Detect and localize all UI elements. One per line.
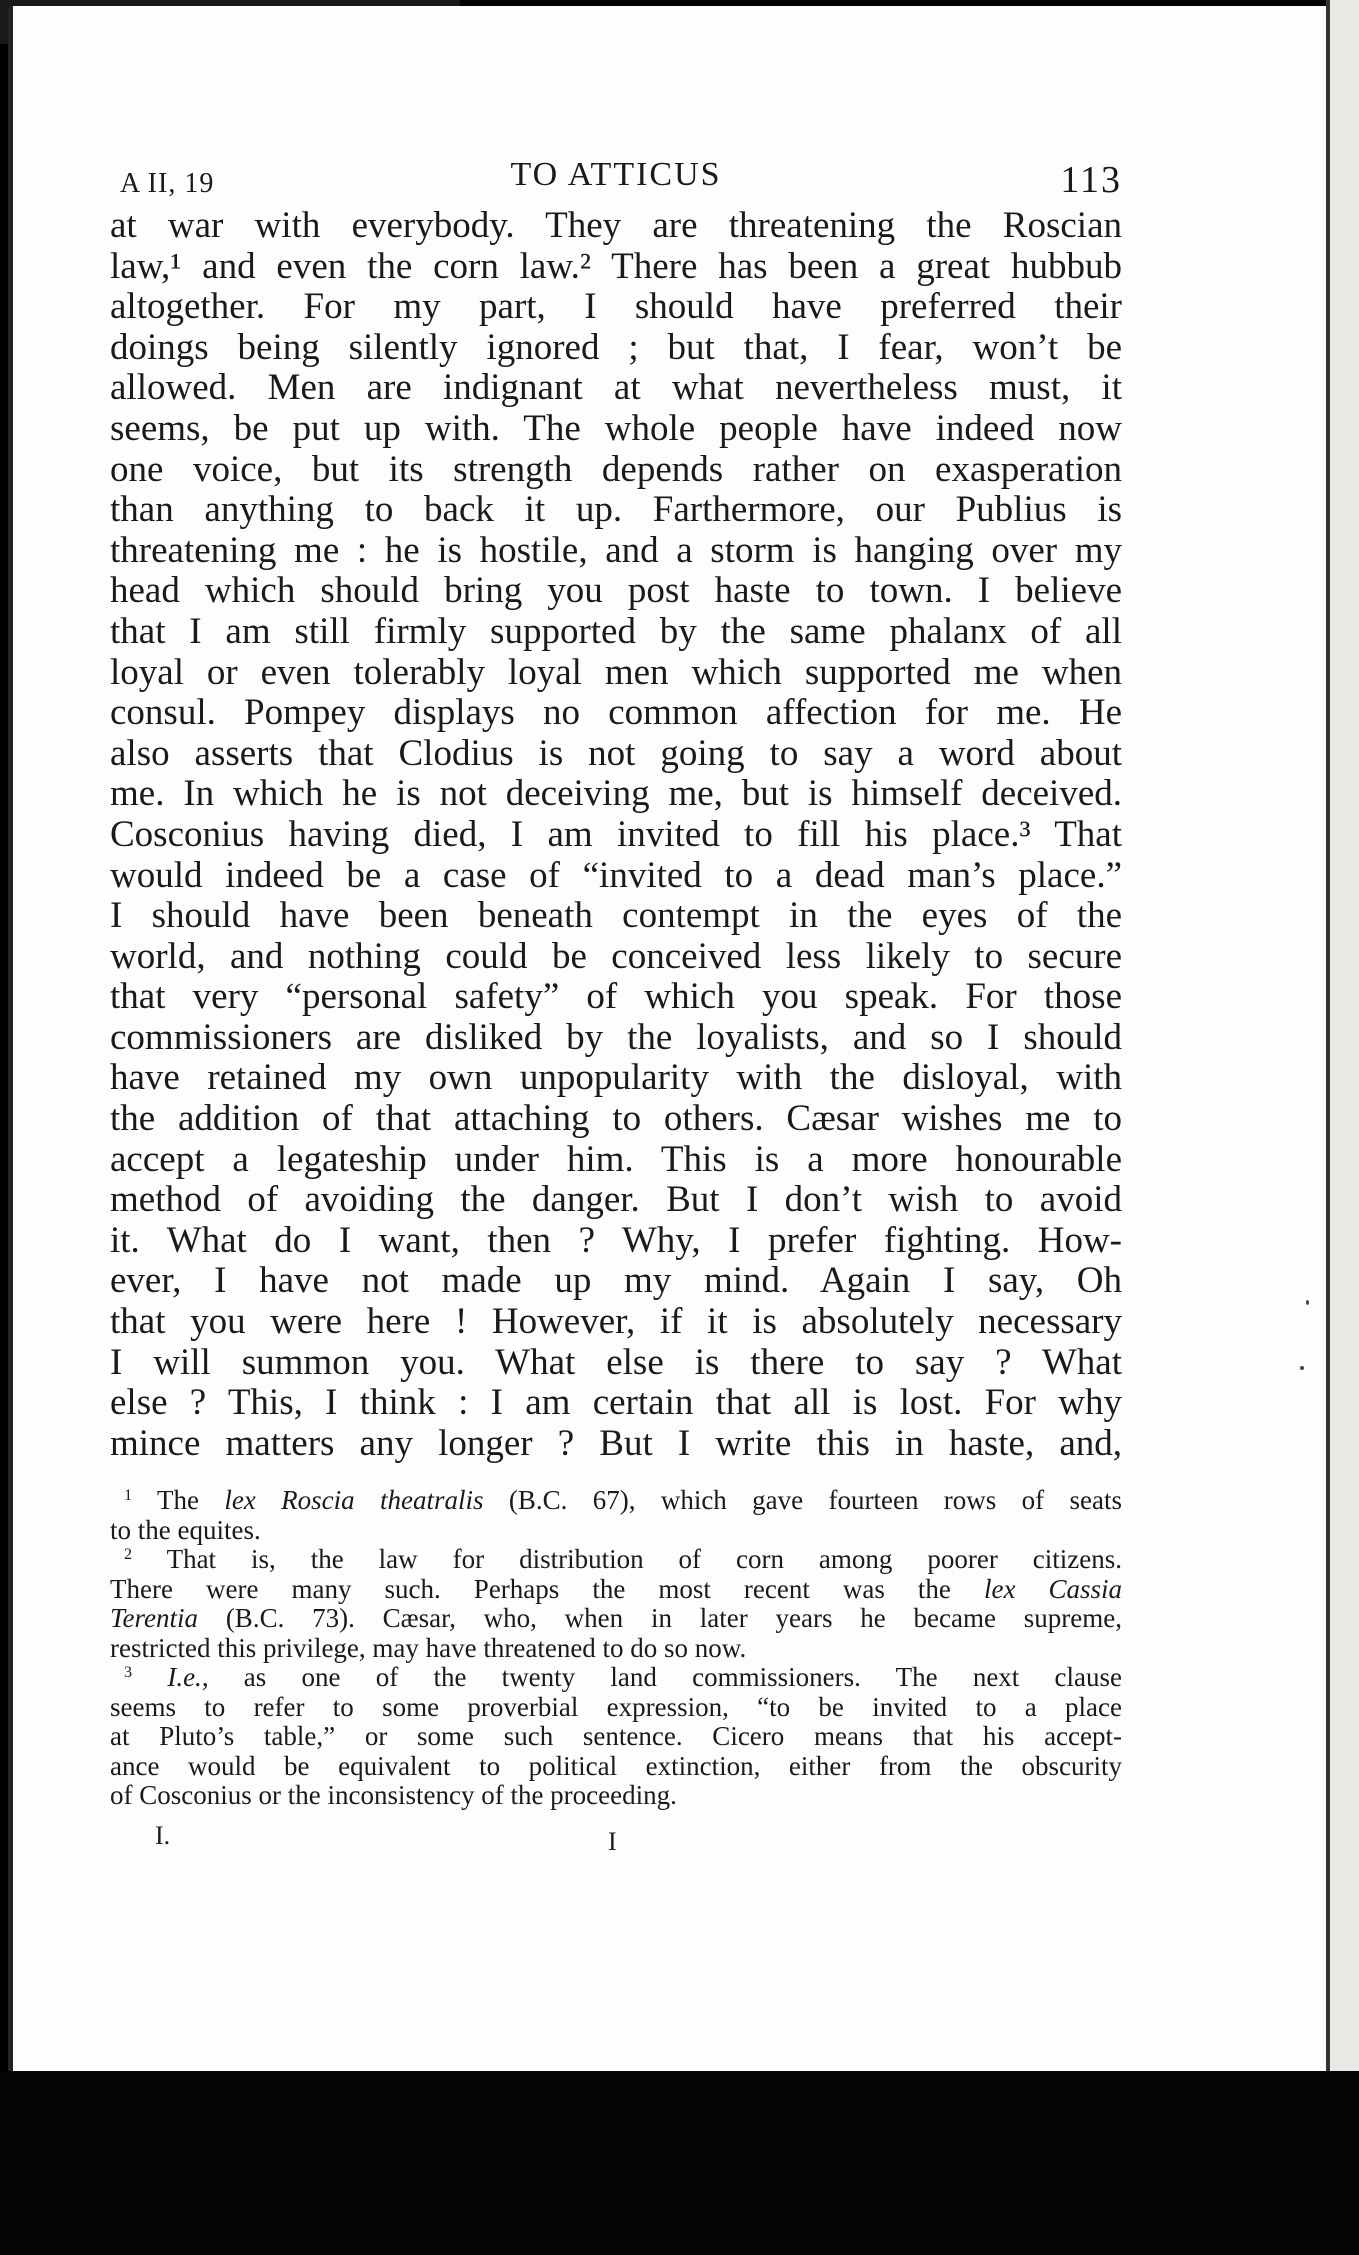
volume-mark: I. xyxy=(155,1820,171,1850)
body-line: altogether. For my part, I should have preferred their xyxy=(110,287,1122,328)
page-content xyxy=(110,156,1122,1857)
page-number: 113 xyxy=(1060,159,1122,201)
body-line: loyal or even tolerably loyal men which supported me when xyxy=(110,652,1122,693)
italic-term: Terentia xyxy=(110,1604,199,1634)
body-line: seems, be put up with. The whole people have indeed now xyxy=(110,408,1122,449)
body-line: than anything to back it up. Farthermore, our Publius is xyxy=(110,490,1122,531)
signature-marks xyxy=(110,1817,1122,1857)
footnotes xyxy=(110,1486,1122,1811)
body-line: the addition of that attaching to others. Cæsar wishes me to xyxy=(110,1099,1122,1140)
footnote-marker: 1 xyxy=(124,1486,133,1505)
body-line: that I am still firmly supported by the same phalanx of all xyxy=(110,611,1122,652)
footnote-marker: 2 xyxy=(124,1545,133,1564)
body-line: I will summon you. What else is there to say ? What xyxy=(110,1342,1122,1383)
body-text xyxy=(110,206,1122,1464)
footnote-line: $^3$ I.e., as one of the twenty land commissioners. The next clause xyxy=(124,1663,1122,1693)
body-line: me. In which he is not deceiving me, but is himself deceived. xyxy=(110,774,1122,815)
page-gutter xyxy=(1330,0,1359,2080)
body-line: it. What do I want, then ? Why, I prefer fighting. How- xyxy=(110,1220,1122,1261)
body-line: have retained my own unpopularity with the disloyal, with xyxy=(110,1058,1122,1099)
running-header xyxy=(110,156,1122,206)
scan-speck xyxy=(1300,1366,1304,1370)
body-line: Cosconius having died, I am invited to fill his place.³ That xyxy=(110,814,1122,855)
body-line: allowed. Men are indignant at what nevertheless must, it xyxy=(110,368,1122,409)
body-line: ever, I have not made up my mind. Again I say, Oh xyxy=(110,1261,1122,1302)
body-line: at war with everybody. They are threatening the Roscian xyxy=(110,206,1122,246)
body-line: mince matters any longer ? But I write this in haste, and, xyxy=(110,1423,1122,1464)
footnote-marker: 3 xyxy=(124,1663,133,1682)
letter-reference: A II, 19 xyxy=(120,168,215,199)
body-line: would indeed be a case of “invited to a dead man’s place.” xyxy=(110,855,1122,896)
scan-edge-bottom xyxy=(0,2071,1359,2255)
italic-term: lex Cassia xyxy=(983,1574,1122,1604)
footnote-line: of Cosconius or the inconsistency of the proceeding. xyxy=(110,1781,677,1811)
body-line: that very “personal safety” of which you speak. For those xyxy=(110,977,1122,1018)
body-line: I should have been beneath contempt in the eyes of the xyxy=(110,896,1122,937)
scan-speck xyxy=(1306,1300,1309,1305)
running-title: TO ATTICUS xyxy=(510,156,722,193)
footnote-line: seems to refer to some proverbial expression, “to be invited to a place xyxy=(110,1692,1122,1722)
footnote-line: Terentia (B.C. 73). Cæsar, who, when in later years he became supreme, xyxy=(110,1604,1122,1634)
footnote-line: There were many such. Perhaps the most recent was the lex Cassia xyxy=(110,1574,1122,1604)
body-line: law,¹ and even the corn law.² There has been a great hubbub xyxy=(110,246,1122,287)
body-line: also asserts that Clodius is not going to say a word about xyxy=(110,733,1122,774)
body-line: method of avoiding the danger. But I don’t wish to avoid xyxy=(110,1180,1122,1221)
body-line: threatening me : he is hostile, and a storm is hanging over my xyxy=(110,530,1122,571)
footnote-line: restricted this privilege, may have threatened to do so now. xyxy=(110,1633,747,1663)
body-line: that you were here ! However, if it is absolutely necessary xyxy=(110,1302,1122,1343)
body-line: doings being silently ignored ; but that, I fear, won’t be xyxy=(110,327,1122,368)
body-line: world, and nothing could be conceived less likely to secure xyxy=(110,936,1122,977)
footnote-line: $^1$ The lex Roscia theatralis (B.C. 67), which gave fourteen rows of seats xyxy=(124,1486,1122,1516)
signature-mark: I xyxy=(608,1826,617,1856)
footnote-line: to the equites. xyxy=(110,1515,261,1545)
italic-term: I.e. xyxy=(167,1663,202,1693)
body-line: consul. Pompey displays no common affection for me. He xyxy=(110,693,1122,734)
body-line: else ? This, I think : I am certain that all is lost. For why xyxy=(110,1383,1122,1424)
body-line: head which should bring you post haste to town. I believe xyxy=(110,571,1122,612)
footnote-line: $^2$ That is, the law for distribution of corn among poorer citizens. xyxy=(124,1545,1122,1575)
body-line: one voice, but its strength depends rather on exasperation xyxy=(110,449,1122,490)
footnote-line: at Pluto’s table,” or some such sentence. Cicero means that his accept- xyxy=(110,1722,1122,1752)
body-line: accept a legateship under him. This is a more honourable xyxy=(110,1139,1122,1180)
italic-term: lex Roscia theatralis xyxy=(224,1486,484,1516)
body-line: commissioners are disliked by the loyalists, and so I should xyxy=(110,1017,1122,1058)
footnote-line: ance would be equivalent to political extinction, either from the obscurity xyxy=(110,1751,1122,1781)
